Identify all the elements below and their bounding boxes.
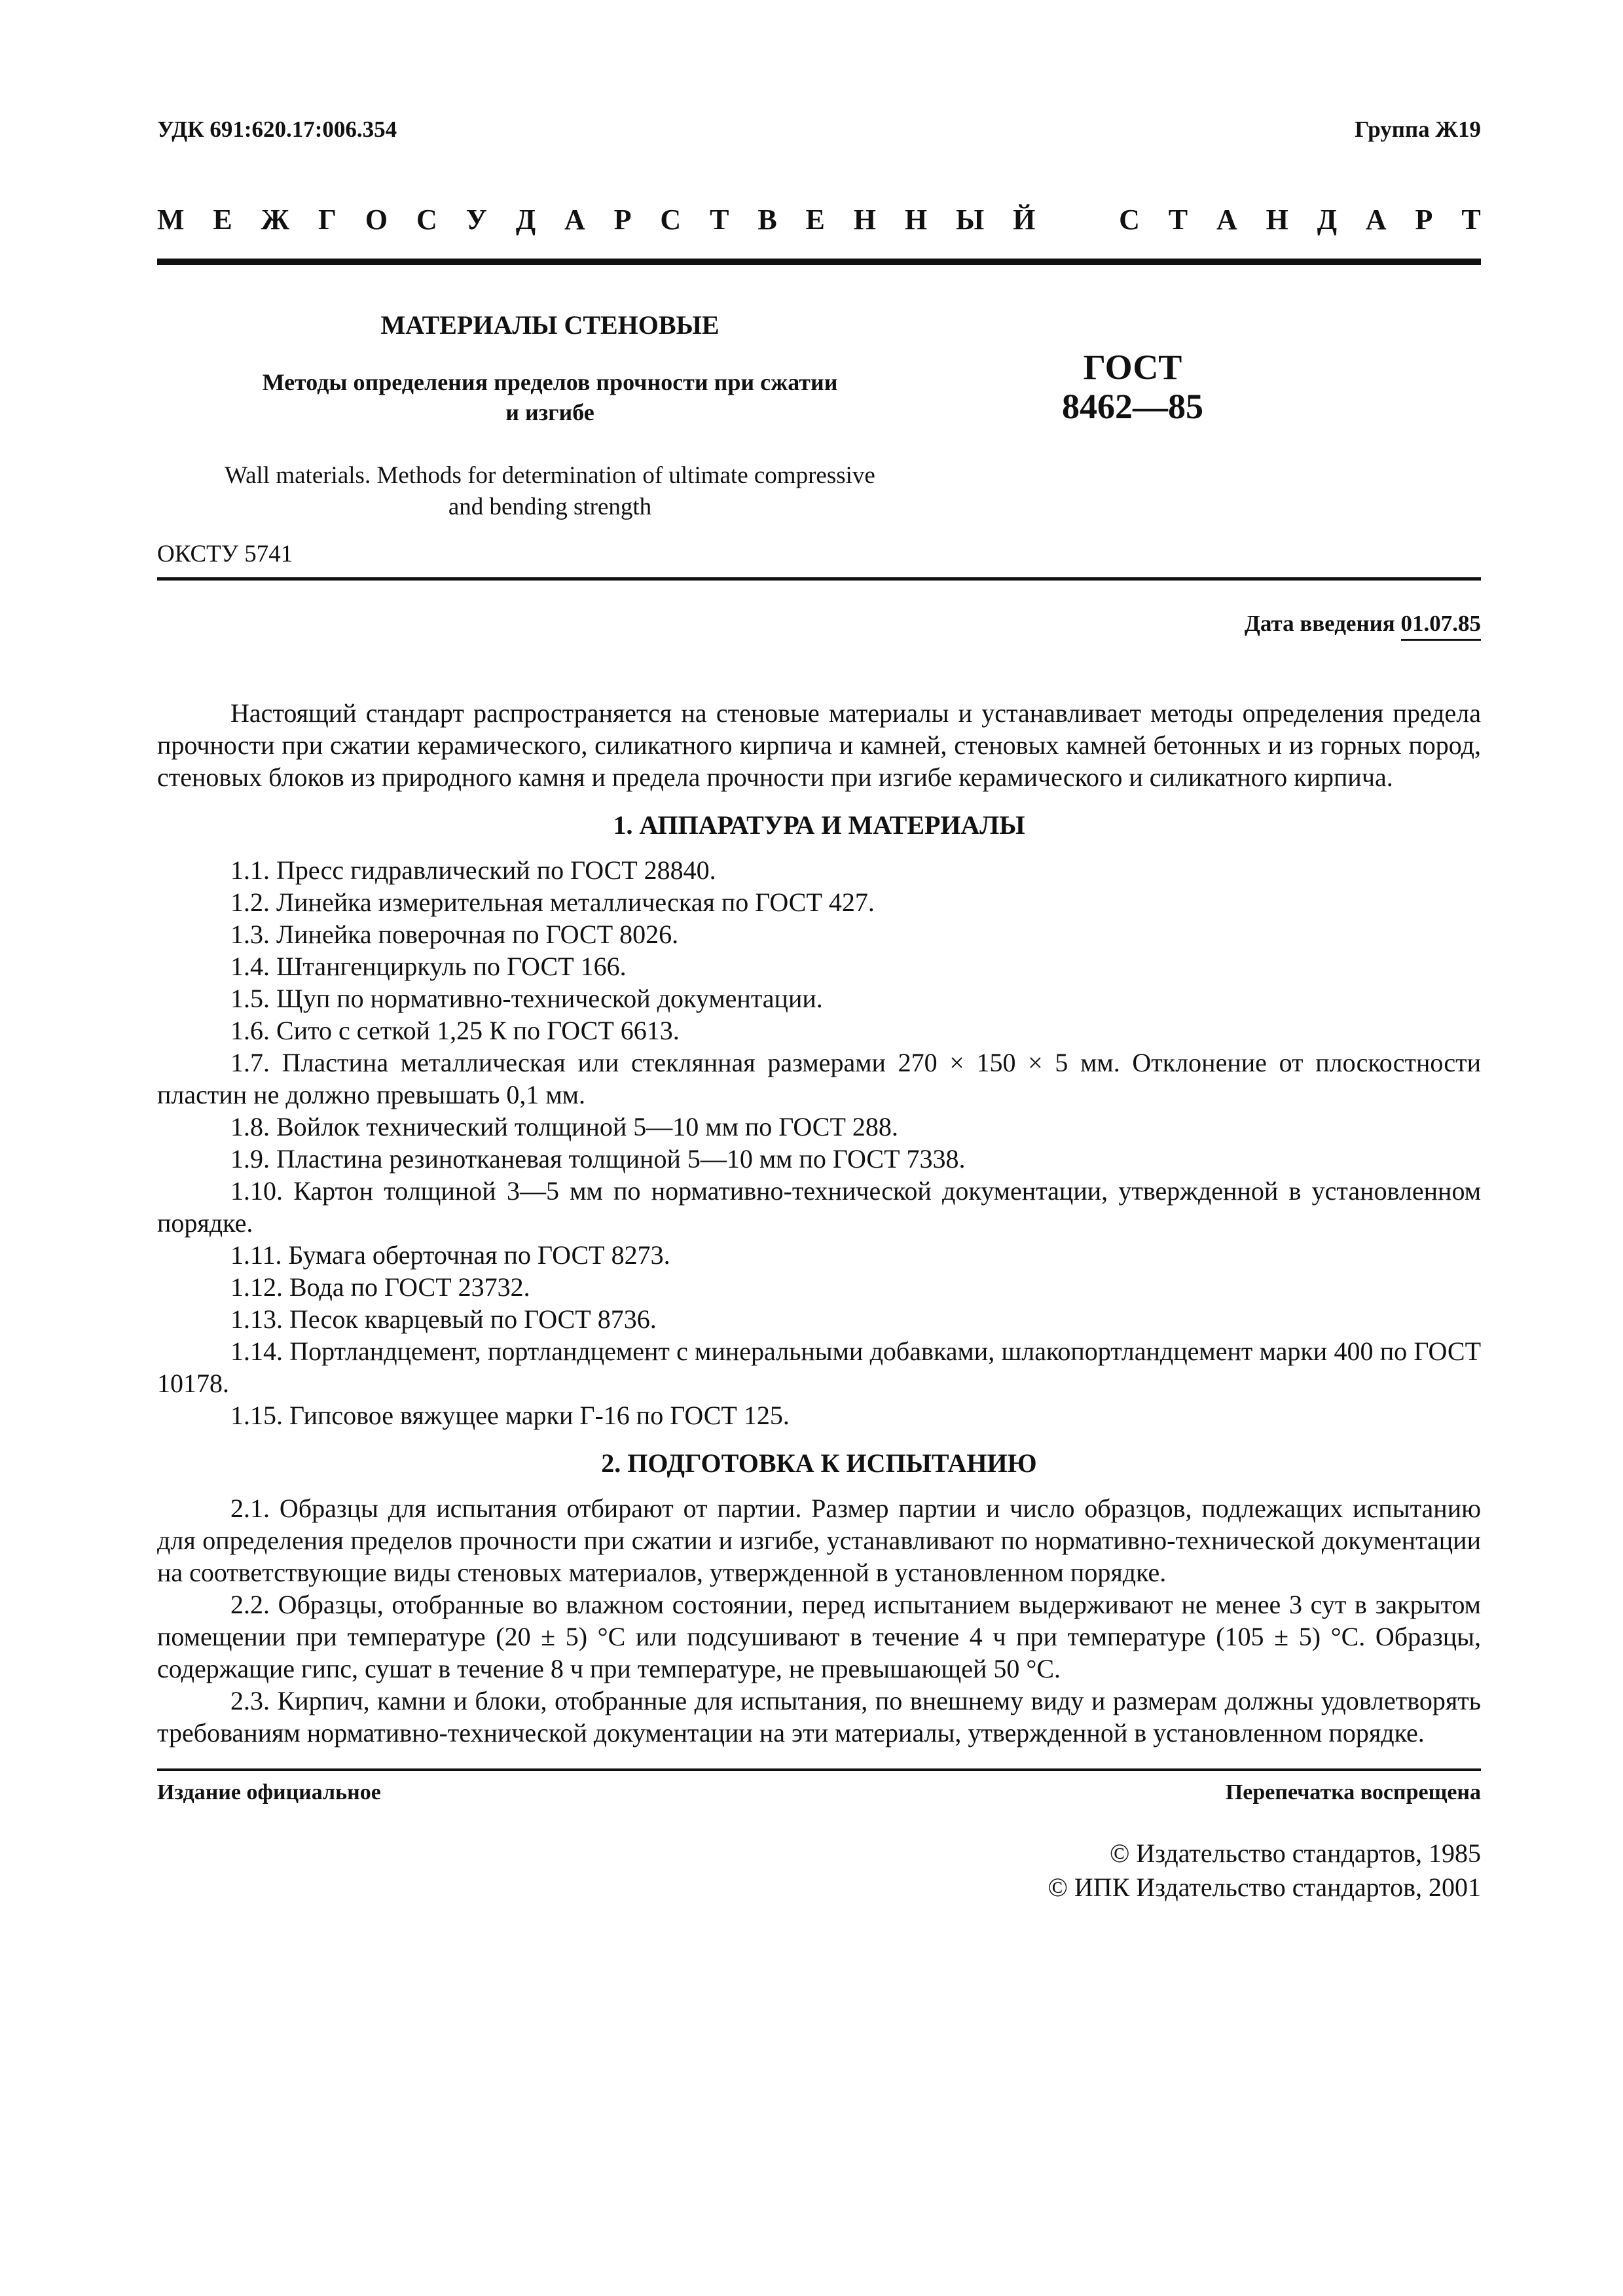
interstate-letter: Т — [710, 204, 729, 236]
interstate-letter: Е — [805, 204, 825, 236]
intro-paragraph: Настоящий стандарт распространяется на стеновые материалы и устанавливает методы определения предела прочности при сжатии керамического, силикатного кирпича и камней, стеновых камней бетонных и из горных пород, стеновых блоков из природного камня и предела прочности при изгибе керамического и силикатного кирпича. — [157, 698, 1481, 792]
interstate-letter: Ж — [261, 204, 290, 236]
clause-item: 1.10. Картон толщиной 3—5 мм по нормативно-технической документации, утвержденной в установленном порядке. — [157, 1176, 1481, 1238]
subtitle-line-1: Методы определения пределов прочности при сжатии — [262, 369, 838, 395]
clause-item: 2.3. Кирпич, камни и блоки, отобранные для испытания, по внешнему виду и размерам должны удовлетворять требованиям нормативно-технической документации на эти материалы, утвержденной в установленном порядке. — [157, 1686, 1481, 1748]
subtitle-line-2: и изгибе — [505, 399, 594, 425]
interstate-letter: В — [757, 204, 777, 236]
interstate-letter: Е — [213, 204, 232, 236]
copyright-line-2: © ИПК Издательство стандартов, 2001 — [1048, 1873, 1481, 1902]
clause-item: 1.3. Линейка поверочная по ГОСТ 8026. — [230, 920, 679, 949]
introduction-date-value: 01.07.85 — [1401, 611, 1482, 641]
clause-item: 1.1. Пресс гидравлический по ГОСТ 28840. — [230, 855, 716, 885]
interstate-letter: Т — [1168, 204, 1188, 236]
introduction-date-label: Дата введения — [1244, 611, 1395, 636]
interstate-letter: У — [465, 204, 487, 236]
udk-code: УДК 691:620.17:006.354 — [157, 117, 397, 142]
english-title — [157, 460, 943, 523]
interstate-letter: Н — [904, 204, 928, 236]
interstate-letter: Н — [1266, 204, 1288, 236]
interstate-letter: А — [564, 204, 585, 236]
header-rule — [157, 259, 1481, 265]
document-page — [157, 105, 1481, 1905]
interstate-letter: Д — [1317, 204, 1338, 236]
document-title: МАТЕРИАЛЫ СТЕНОВЫЕ — [380, 310, 720, 340]
okstu-code: ОКСТУ 5741 — [157, 541, 293, 567]
footer-rule — [157, 1768, 1481, 1771]
clause-item: 1.6. Сито с сеткой 1,25 К по ГОСТ 6613. — [230, 1016, 680, 1045]
clause-item: 2.2. Образцы, отобранные во влажном состоянии, перед испытанием выдерживают не менее 3 сут в закрытом помещении при температуре (20 ± 5) °С или подсушивают в течение 4 ч при температуре (105 ± 5) °С. Образцы, содержащие гипс, сушат в течение 8 ч при температуре, не превышающей 50 °С. — [157, 1590, 1481, 1683]
interstate-letter: Ы — [956, 204, 985, 236]
copyright-block — [157, 1837, 1481, 1905]
clause-item: 1.14. Портландцемент, портландцемент с минеральными добавками, шлакопортландцемент марки 400 по ГОСТ 10178. — [157, 1336, 1481, 1398]
section-1-items — [157, 854, 1481, 1431]
clause-item: 1.11. Бумага оберточная по ГОСТ 8273. — [230, 1240, 670, 1270]
interstate-letter: Й — [1013, 204, 1036, 236]
okstu-rule — [157, 577, 1481, 581]
interstate-letter: А — [1216, 204, 1237, 236]
interstate-letter: С — [416, 204, 437, 236]
section-2-title: 2. ПОДГОТОВКА К ИСПЫТАНИЮ — [601, 1448, 1037, 1478]
clause-item: 1.15. Гипсовое вяжущее марки Г-16 по ГОСТ 125. — [230, 1401, 790, 1430]
reprint-prohibited-note: Перепечатка воспрещена — [1225, 1780, 1481, 1804]
interstate-letter: М — [157, 204, 185, 236]
section-1-title: 1. АППАРАТУРА И МАТЕРИАЛЫ — [613, 810, 1025, 840]
document-subtitle — [157, 367, 943, 427]
interstate-letter: С — [1119, 204, 1140, 236]
interstate-letter: Д — [515, 204, 536, 236]
footer — [157, 1780, 1481, 1805]
interstate-letter: Р — [613, 204, 632, 236]
clause-item: 1.7. Пластина металлическая или стеклянная размерами 270 × 150 × 5 мм. Отклонение от плоскостности пластин не должно превышать 0,1 мм. — [157, 1048, 1481, 1109]
top-line — [157, 117, 1481, 143]
interstate-letter: С — [660, 204, 682, 236]
interstate-letter: О — [365, 204, 388, 236]
interstate-letter — [1064, 203, 1090, 236]
gost-label: ГОСТ — [1083, 348, 1182, 387]
gost-designation — [1002, 348, 1264, 426]
copyright-line-1: © Издательство стандартов, 1985 — [1109, 1839, 1481, 1868]
clause-item: 1.13. Песок кварцевый по ГОСТ 8736. — [230, 1304, 657, 1334]
gost-number: 8462—85 — [1062, 387, 1203, 426]
interstate-letter: Р — [1415, 204, 1433, 236]
group-code: Группа Ж19 — [1355, 117, 1481, 142]
clause-item: 1.8. Войлок технический толщиной 5—10 мм по ГОСТ 288. — [230, 1112, 898, 1141]
official-edition-note: Издание официальное — [157, 1780, 381, 1804]
interstate-letter: Н — [853, 204, 877, 236]
interstate-letter: А — [1365, 204, 1387, 236]
clause-item: 1.5. Щуп по нормативно-технической документации. — [230, 984, 823, 1013]
section-2-items — [157, 1492, 1481, 1749]
clause-item: 1.4. Штангенциркуль по ГОСТ 166. — [230, 952, 627, 981]
introduction-date — [157, 611, 1481, 637]
clause-item: 2.1. Образцы для испытания отбирают от партии. Размер партии и число образцов, подлежащих испытанию для определения пределов прочности при сжатии и изгибе, устанавливают по нормативно-технической документации на соответствующие виды стеновых материалов, утвержденной в установленном порядке. — [157, 1494, 1481, 1587]
english-title-line-1: Wall materials. Methods for determination of ultimate compressive — [225, 462, 875, 489]
english-title-line-2: and bending strength — [448, 493, 652, 520]
clause-item: 1.2. Линейка измерительная металлическая по ГОСТ 427. — [230, 888, 875, 917]
interstate-standard-heading — [157, 203, 1481, 236]
title-block — [157, 265, 1481, 540]
clause-item: 1.9. Пластина резинотканевая толщиной 5—10 мм по ГОСТ 7338. — [230, 1144, 966, 1174]
interstate-letter: Г — [318, 204, 337, 236]
clause-item: 1.12. Вода по ГОСТ 23732. — [230, 1272, 530, 1302]
interstate-letter: Т — [1461, 204, 1481, 236]
